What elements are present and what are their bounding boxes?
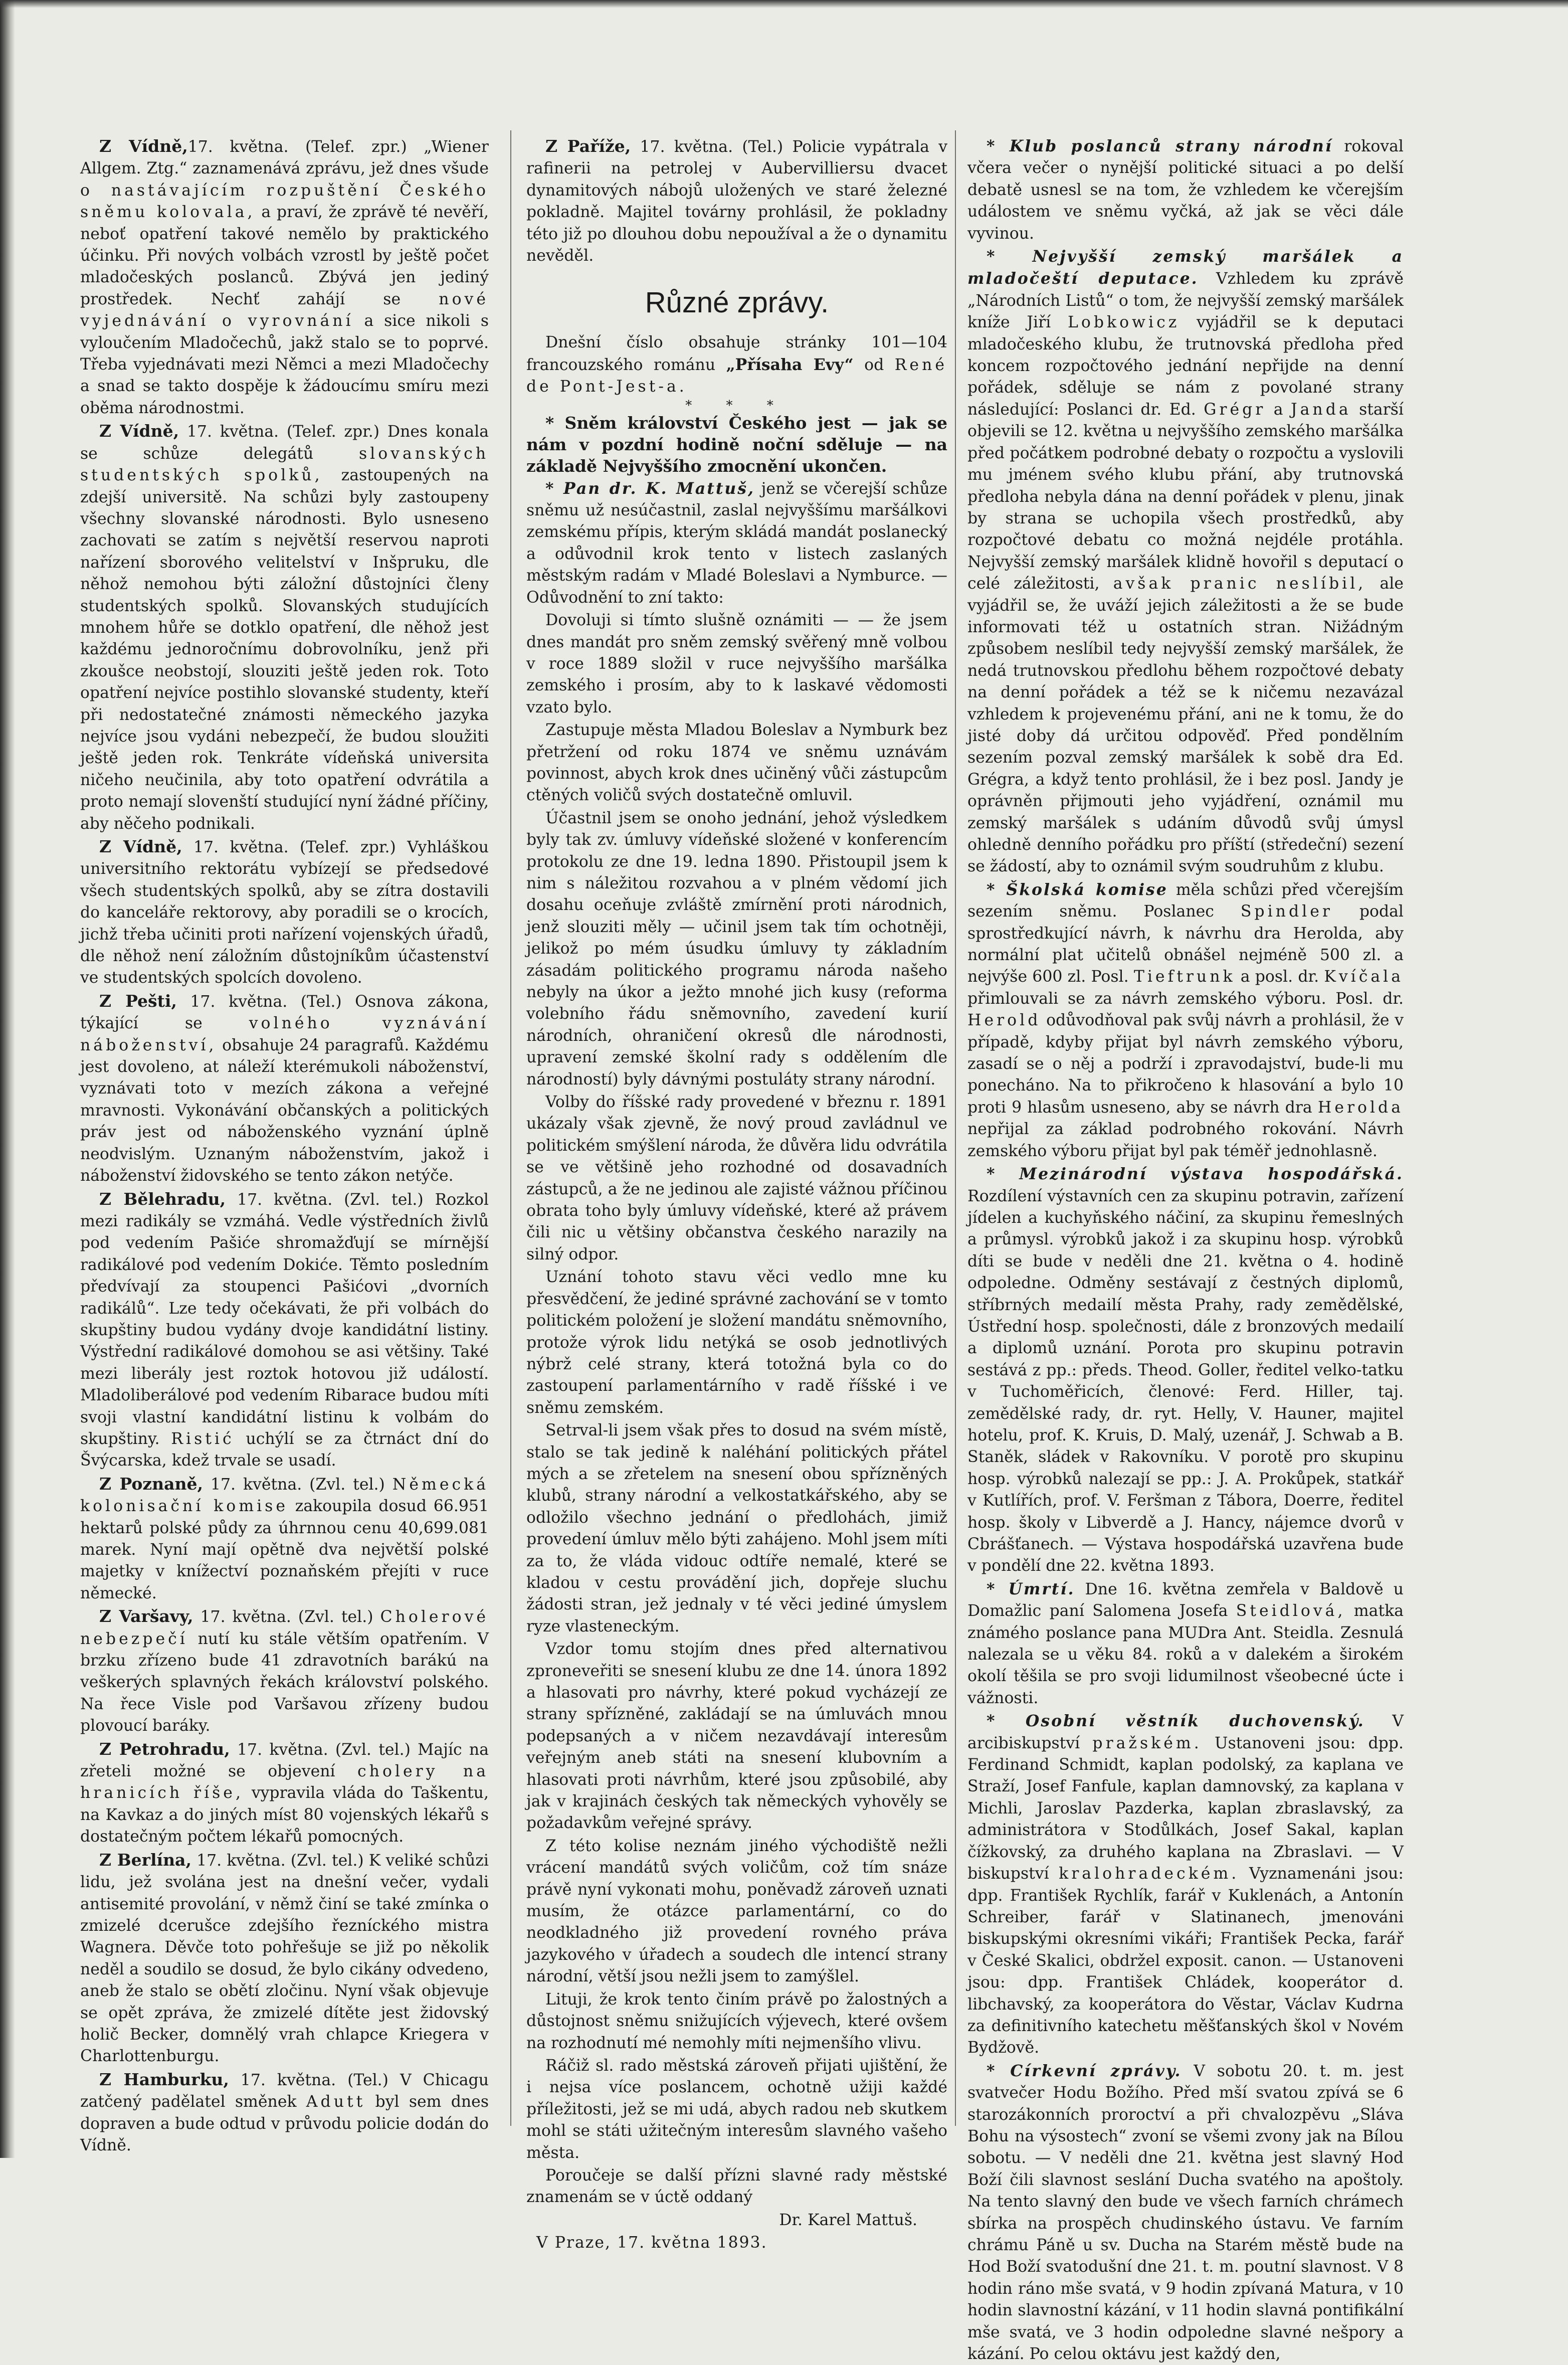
news-item-exhibition: * Mezinárodní výstava hospodářská. Rozdílení výstavních cen za skupinu potravin, zařízení jídelen a kuchyňského náčiní, za skupinu řemeslných a průmysl. výrobků jakož i za skupinu hosp. výrobků díti se bude v neděli dne 21. května o 4. hodině odpoledne. Odměny sestávají z čestných diplomů, stříbrných medailí města Prahy, rady zemědělské, Ústřední hosp. společnosti, dále z bronzových medailí a diplomů uznání. Porota pro skupinu potravin sestává z pp.: předs. Theod. Goller, ředitel velko-tatku v Tuchoměřicích, členové: Ferd. Hiller, taj. zemědělské rady, dr. ryt. Helly, V. Hauner, majitel hotelu, prof. K. Kruis, D. Malý, uzenář, J. Schwab a B. Staněk, sládek v Rakovníku. V porotě pro skupinu hosp. výrobků nalezají se pp.: J. A. Prokůpek, statkář v Kutlířích, prof. V. Feršman z Tábora, Doerre, ředitel hosp. školy v Libverdě a J. Hancy, nájemce dvorů v Cbrášťanech. — Výstava hospodářská uzavřena bude v pondělí dne 22. května 1893. — [967, 1165, 1404, 1575]
news-item-vienna-2: Z Vídně, 17. května. (Telef. zpr.) Dnes konala se schůze delegátů slovanských studentských spolků, zastoupených na zdejší universitě. Na schůzi byly zastoupeny všechny slovanské národnosti. Bylo usneseno zachovati se zatím s největší reservou naproti nařízení sborového velitelství v Inšpruku, dle něhož nemohou býti záložní důstojníci členy studentských spolků. Slovanských studujících mnohem hůře se dotklo opatření, dle něhož jest každému jednoročnímu dobrovolníku, jenž při zkoušce neobstojí, slouziti ještě jeden rok. Toto opatření nejvíce postihlo slovanské studenty, kteří při nedostatečné známosti německého jazyka nejvíce jsou vydáni nebezpečí, že budou sloužiti ještě jeden rok. Tenkráte vídeňská universita ničeho neučinila, aby toto opatření odvrátila a proto nemají slovenští studující nyní žádné příčiny, aby něčeho podnikali. — [80, 421, 489, 833]
mattus-resignation: * Pan dr. K. Mattuš, jenž se včerejší schůze sněmu už nesúčastnil, zaslal nejvyššímu maršálkovi zemskému přípis, kterým skládá mandát poslanecký a odůvodnil krok tento v listech zaslaných městským radám v Mladé Boleslavi a Nymburce. — Odůvodnění to zní takto: — [526, 479, 948, 607]
letter-paragraph: Uznání tohoto stavu věci vedlo mne ku přesvědčení, že jediné správné zachování se v tomto politickém položení je složení mandátu sněmovního, protože výrok lidu netýká se osob jednotlivých nýbrž celé strany, která totožná byla co do zastoupení parlamentárního v radě říšské i ve sněmu zemském. — [526, 1268, 947, 1417]
letter-paragraph: Z této kolise neznám jiného východiště nežli vrácení mandátů svých voličům, což tím snáze právě nyní vykonati mohu, poněvadž zároveň uznati musím, že otázce parlamentární, co do neodkladného již provedení rovného práva jazykového v úřadech a soudech dle intencí strany národní, větší jsou nežli jsem to zamýšlel. — [526, 1837, 947, 1986]
column-rule-right — [955, 130, 956, 2126]
column-right — [967, 135, 1404, 2363]
news-item-land-marshal: * Nejvyšší zemský maršálek a mladočeští deputace. Vzhledem ku zprávě „Národních Listů“ o tom, že nejvyšší zemský maršálek kníže Jiří Lobkowicz vyjádřil se k deputaci mladočeského klubu, že trutnovská předloha před koncem rozpočtového jednání nepřijde na denní pořádek, sděluje se nám z povolané strany následující: Poslanci dr. Ed. Grégr a Janda starší objevili se 12. května u nejvyššího zemského maršálka před počátkem podrobné debaty o rozpočtu a vyslovili mu jménem svého klubu přání, aby trutnovská předloha nebyla dána na denní pořádek v plenu, jinak by strana se uchopila všech prostředků, aby rozpočtové debatu co možná nejdéle protáhla. Nejvyšší zemský maršálek klidně hovořil s deputací o celé záležitosti, avšak pranic neslíbil, ale vyjádřil se, že uváží jejich záležitosti a že se bude informovati též u ostatních stran. Nižádným způsobem neslíbil tedy nejvyšší zemský maršálek, že nedá trutnovskou předlohu během rozpočtové debaty na denní pořádek a též se k ničemu nezavázal vzhledem k projevenému přání, ani ne k tomu, že do jisté doby dá určitou odpověď. Před pondělním sezením pozval zemský maršálek k sobě dra Ed. Grégra, a když tento prohlásil, že i bez posl. Jandy je oprávněn přijmouti jeho vyjádření, oznámil mu zemský maršálek s udáním důvodů svůj úmysl ohledně denního pořádku pro příští (středeční) sezení se žádostí, aby to oznámil svým soudruhům z klubu. — [967, 247, 1404, 876]
news-item-church: * Církevní zprávy. V sobotu 20. t. m. jest svatvečer Hodu Božího. Před mší svatou zpívá se 6 starozákonních proroctví a při chvalozpěvu „Sláva Bohu na výsostech“ zvoní se všemi zvony jak na Bílou sobotu. — V neděli dne 21. května jest slavný Hod Boží čili slavnost seslání Ducha svatého na apoštoly. Na tento slavný den bude ve všech farních chrámech sbírka na prospěch chudinského ústavu. Ve farním chrámu Páně u sv. Ducha na Starém městě bude na Hod Boží svatodušní dne 21. t. m. poutní slavnost. V 8 hodin ráno mše svatá, v 9 hodin zpívaná Matura, v 10 hodin slavnostní kázání, v 11 hodin slavná pontifikální mše svatá, ve 3 hodin odpoledne slavné nešpory a kázání. Po celou oktávu jest každý den, — [967, 2061, 1404, 2363]
news-item-vienna-1: Z Vídně,17. května. (Telef. zpr.) „Wiener Allgem. Ztg.“ zaznamenává zprávu, jež dnes všude o nastávajícím rozpuštění Českého sněmu kolovala, a praví, že zprávě té nevěří, neboť opatření takové nemělo by praktického účinku. Při nových volbách vzrostl by ještě počet mladočeských poslanců. Zbývá jen jediný prostředek. Nechť zahájí se nové vyjednávání o vyrovnání a sice nikoli s vyloučením Mladočechů, jakž stalo se to poprvé. Třeba vyjednávati mezi Němci a mezi Mladočechy a snad se takto dospěje k žádoucímu smíru mezi oběma národnostmi. — [80, 136, 489, 417]
letter-paragraph: Volby do říšské rady provedené v březnu r. 1891 ukázaly však zjevně, že nový proud zavládnul ve politickém smýšlení národa, že důvěra lidu odvrátila se ve většině jeho rozhodné od dosavadních zástupců, a že ne jedinou ale zajisté vážnou příčinou obrata toho byly úmluvy vídeňské, které až právem čili nic u většiny občanstva českého narazily na silný odpor. — [526, 1093, 947, 1263]
news-item-warsaw: Z Varšavy, 17. května. (Zvl. tel.) Cholerové nebezpečí nutí ku stále větším opatřením. V brzku zřízeno bude 41 zdravotních barákú na veškerých splavných řekách království polského. Na řece Visle pod Varšavou zřízeny budou plovoucí baráky. — [80, 1606, 489, 1735]
letter-signature: Dr. Karel Mattuš. — [779, 2211, 917, 2229]
news-item-vienna-3: Z Vídně, 17. května. (Telef. zpr.) Vyhláškou universitního rektorátu vybízejí se předsedové všech studentských spolků, aby se zítra dostavili do kanceláře rektorovy, aby poradili se o krocích, jichž třeba učiniti proti nařízení vojenských úřadů, dle něhož není záložním důstojníkům účastenství ve studentských spolcích dovoleno. — [80, 837, 489, 987]
novel-notice: Dnešní číslo obsahuje stránky 101—104 francouzského románu „Přísaha Evy“ od René de Pont-Jest-a. — [526, 333, 948, 396]
letter-closing: Poroučeje se další přízni slavné rady městské znamenám se v úctě oddaný — [526, 2166, 947, 2207]
news-item-pest: Z Pešti, 17. května. (Tel.) Osnova zákona, týkající se volného vyznávání náboženství, obsahuje 24 paragrafů. Každému jest dovoleno, at náleží kterémukoli náboženství, vyznávati toto v mezích zákona a veřejné mravnosti. Vykonávání občanských a politických práv jest od náboženského vyznání úplně neodvislým. Uznaným náboženstvím, jakož i náboženství židovského se tento zákon netýče. — [80, 991, 489, 1185]
section-heading: Různé zprávy. — [645, 286, 829, 319]
letter-paragraph: Vzdor tomu stojím dnes před alternativou zproneveřiti se snesení klubu ze dne 14. února 1892 a hlasovati pro návrhy, které pokud vycházejí ze strany spřízněné, zakládají se na úmluvách mnou podepsaných a v ničem nezavdávají interesům veřejným aneb státi na snesení klubovním a hlasovati proti návrhům, které jsou způsobilé, aby jak v krajinách českých tak německých vyhověly se požadavkům veřejné správy. — [526, 1640, 947, 1833]
news-item-poznan: Z Poznaně, 17. května. (Zvl. tel.) Německá kolonisační komise zakoupila dosud 66.951 hektarů polské půdy za úhrnnou cenu 40,699.081 marek. Nyní mají opětně dva největší polské majetky v knížectví poznaňském přejíti v ruce německé. — [80, 1474, 489, 1602]
news-item-petersburg: Z Petrohradu, 17. května. (Zvl. tel.) Majíc na zřeteli možné se objevení cholery na hranicích říše, vypravila vláda do Taškentu, na Kavkaz a do jiných míst 80 vojenských lékařů s dostatečným počtem lékařů pomocných. — [80, 1739, 489, 1846]
news-item-paris: Z Paříže, 17. května. (Tel.) Policie vypátrala v rafinerii na petrolej v Aubervilliersu dvacet dynamitových nábojů uložených ve staré železné pokladně. Majitel továrny prohlásil, že pokladny této již po dlouhou dobu nepoužíval a že o dynamitu nevěděl. — [526, 136, 947, 265]
letter-paragraph: Ráčiž sl. rado městská zároveň přijati ujištění, že i nejsa více poslancem, ochotně užiji každé příležitosti, jež se mi udá, abych radou neb skutkem mohl se státi užitečným interesům slavného vašeho města. — [526, 2056, 947, 2162]
news-item-school-commission: * Školská komise měla schůzi před včerejším sezením sněmu. Poslanec Spindler podal sprostředkující návrh, k návrhu dra Herolda, aby normální plat učitelů obnášel nejméně 500 zl. a nejvýše 600 zl. Posl. Tieftrunk a posl. dr. Kvíčala přimlouvali se za návrh zemského výboru. Posl. dr. Herold odůvodňoval pak svůj návrh a prohlásil, že v případě, kdyby přijat byl návrh zemského výboru, zasadí se o něj a podrží i zpravodajství, bude-li mu ponecháno. Na to přikročeno k hlasování a bylo 10 proti 9 hlasům usneseno, aby se návrh dra Herolda nepřijal za základ podrobného rokování. Návrh zemského výboru přijat byl pak téměř jednohlasně. — [967, 880, 1404, 1160]
news-item-belgrade: Z Bělehradu, 17. května. (Zvl. tel.) Rozkol mezi radikály se vzmáhá. Vedle výstředních živlů pod vedením Pašiće shromažďují se mírnější radikálové pod vedením Dokiće. Těmto posledním předvívají za stoupenci Pašićovi „dvorních radikálů“. Lze tedy očekávati, že při volbách do skupštiny budou vydány dvoje kandidátní listiny. Výstřední radikálové domohou se asi většiny. Také mezi liberály jest roztok hotovou již událostí. Mladoliberálové pod vedením Ribarace budou míti svoji vlastní kandidátní listinu k volbám do skupštiny. Ristić uchýlí se za čtrnáct dní do Švýcarska, kdež trvale se usadí. — [80, 1189, 489, 1470]
letter-paragraph: Lituji, že krok tento činím právě po žalostných a důstojnost sněmu snižujících výjevech, které ovšem na rozhodnutí mé nemohly míti nejmenšího vlivu. — [526, 1990, 947, 2052]
column-rule-left — [510, 130, 511, 2126]
news-item-hamburg: Z Hamburku, 17. května. (Tel.) V Chicagu zatčený padělatel směnek Adutt byl sem dnes dopraven a bude odtud v průvodu policie dodán do Vídně. — [80, 2069, 489, 2154]
page-scan-edge — [0, 0, 15, 2158]
letter-paragraph: Dovoluji si tímto slušně oznámiti — — že jsem dnes mandát pro sněm zemský svěřený mně volbou v roce 1889 složil v ruce nejvyššího maršálka zemského i prosím, aby to k laskavé vědomosti vzato bylo. — [526, 611, 947, 716]
letter-dateline: V Praze, 17. května 1893. — [536, 2234, 767, 2252]
letter-paragraph: Zastupuje města Mladou Boleslav a Nymburk bez přetržení od roku 1874 ve sněmu uznávám povinnost, abych krok dnes učiněný vůči zástupcům ctěných voličů svých dostatečně omluvil. — [526, 721, 947, 805]
column-left — [80, 135, 489, 2154]
section-divider-stars: * * * — [685, 398, 789, 413]
letter-paragraph: Setrval-li jsem však přes to dosud na svém místě, stalo se tak jedině k naléhání politických přátel mých a se zřetelem na snesení obou spřízněných klubů, strany národní a velkostatkářského, aby se odložilo všechno jednání o předlohách, jimiž provedení úmluv mělo býti zahájeno. Mohl jsem míti za to, že vláda vidouc odtíře nemalé, které se kladou v cestu provádění jich, dopřeje sluchu žádosti stran, jež jednaly v té věci jediné úmyslem ryze vlasteneckým. — [526, 1421, 947, 1635]
news-item-death: * Úmrtí. Dne 16. května zemřela v Baldově u Domažlic paní Salomena Josefa Steidlová, matka známého poslance pana MUDra Ant. Steidla. Zesnulá nalezala se u věku 84. roků a v dalekém a širokém okolí těšila se pro svoji lidumilnost všeobecné úcte i vážnosti. — [967, 1579, 1404, 1707]
column-middle — [526, 135, 948, 2252]
page-scan-top — [0, 0, 1568, 8]
news-item-berlin: Z Berlína, 17. května. (Zvl. tel.) K veliké schůzi lidu, jež svolána jest na dnešní večer, vydali antisemité provolání, v němž činí se také zmínka o zmizelé dcerušce zdejšího řezníckého mistra Wagnera. Děvče toto pohřešuje se již po několik neděl a soudilo se dosud, že bylo cikány odvedeno, aneb že stalo se obětí zločinu. Nyní však objevuje se opět zpráva, že zmizelé dítěte jest židovský holič Becker, domnělý vrah chlapce Kriegera v Charlottenburgu. — [80, 1850, 489, 2066]
news-item-clergy: * Osobní věstník duchovenský. V arcibiskupství pražském. Ustanoveni jsou: dpp. Ferdinand Schmidt, kaplan podolský, za kaplana ve Straží, Josef Fanfule, kaplan damnovský, za kaplana v Michli, Jaroslav Pazderka, kaplan zbraslavský, za administrátora v Stodůlkách, Josef Sakal, kaplan čížkovský, za druhého kaplana na Zbraslavi. — V biskupství kralohradeckém. Vyznamenáni jsou: dpp. František Rychlík, farář v Kuklenách, a Antonín Schreiber, farář v Slatinanech, jmenováni biskupskými okresními vikáři; František Pecka, farář v České Skalici, obdržel exposit. canon. — Ustanoveni jsou: dpp. František Chládek, kooperátor d. libchavský, za kooperátora do Věstar, Václav Kudrna za definitivního katechetu měšťanských škol v Novém Bydžově. — [967, 1712, 1404, 2057]
letter-paragraph: Účastnil jsem se onoho jednání, jehož výsledkem byly tak zv. úmluvy vídeňské složené v konferencím protokolu ze dne 19. ledna 1890. Přistoupil jsem k nim s náležitou rozvahou a v plném vědomí jich dosahu oceňuje zvláště zmírnění proti národnich, jenž slouziti měly — učinil jsem tak tím ochotněji, jelikož po mém úsudku úmluvy ty základním zásadám politického programu národa našeho nebyly na úkor a ježto mnohé jich kusy (reforma volebního řádu sněmovního, zavedení kurií národních, ohraničení okresů dle národnosti, upravení zemské školní rady s oddělením dle národností) byly dávnými postuláty strany národní. — [526, 809, 947, 1088]
diet-closed-notice: * Sněm království Českého jest — jak se nám v pozdní hodině noční sděluje — na základě Nejvyššího zmocnění ukončen. — [526, 413, 947, 476]
news-item-national-party-club: * Klub poslanců strany národní rokoval včera večer o nynější politické situaci a po delší debatě usnesl se na tom, že vzhledem ke včerejším událostem ve sněmu vyčká, až jak se věci dále vyvinou. — [967, 137, 1404, 243]
